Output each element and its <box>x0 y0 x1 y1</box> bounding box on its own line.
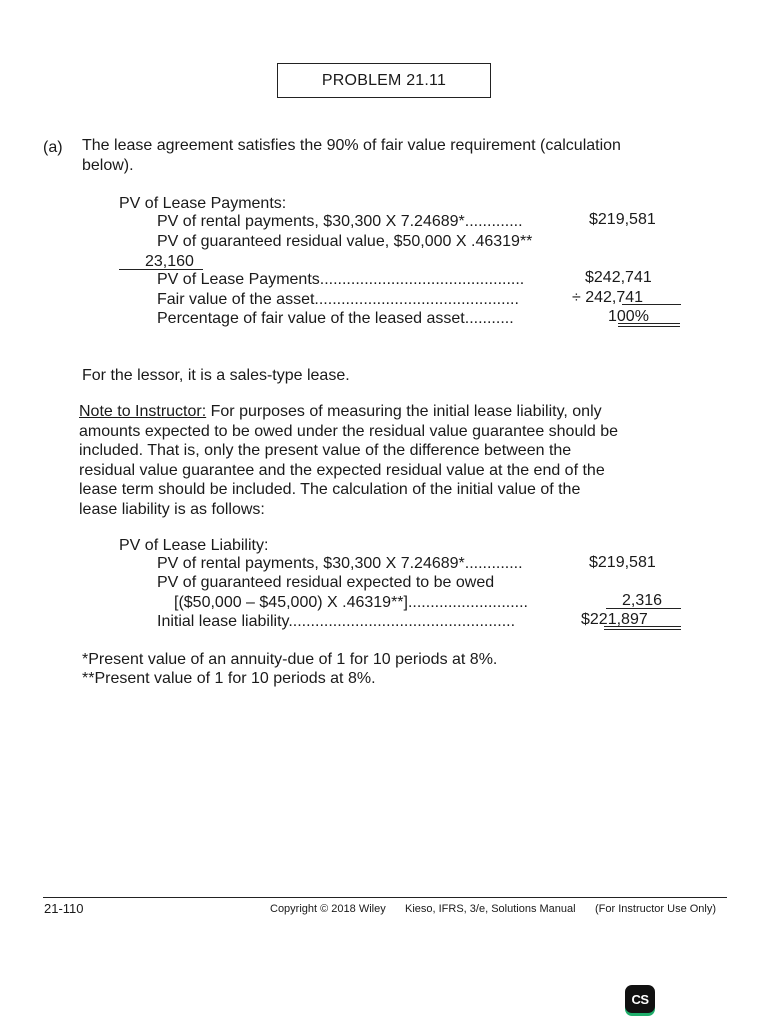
pv-payments-heading: PV of Lease Payments: <box>119 195 287 212</box>
instructor-note-line-3: included. That is, only the present value of the difference between the <box>79 442 572 459</box>
footer-copyright: Copyright © 2018 Wiley <box>270 903 386 915</box>
footnote-2: **Present value of 1 for 10 periods at 8%. <box>82 670 376 687</box>
pv-liability-row-4-value: $221,897 <box>581 611 648 628</box>
pv-liability-row-4-label: Initial lease liability................................................... <box>157 613 516 630</box>
pv-liability-row-4-underline-1 <box>604 626 681 627</box>
part-a-label: (a) <box>43 139 63 156</box>
pv-payments-row-4-underline <box>622 304 681 305</box>
pv-payments-row-3-value: $242,741 <box>585 269 652 286</box>
footer-book: Kieso, IFRS, 3/e, Solutions Manual <box>405 903 576 915</box>
part-a-line-2: below). <box>82 157 134 174</box>
lessor-note: For the lessor, it is a sales-type lease. <box>82 367 350 384</box>
pv-liability-row-3-underline <box>606 608 681 609</box>
pv-payments-row-2-value: 23,160 <box>145 253 194 270</box>
pv-payments-row-3-label: PV of Lease Payments.............................................. <box>157 271 525 288</box>
pv-liability-row-2-label: PV of guaranteed residual expected to be owed <box>157 574 495 591</box>
pv-payments-row-5-underline-2 <box>618 326 680 327</box>
pv-payments-row-5-value: 100% <box>608 308 649 325</box>
footnote-1: *Present value of an annuity-due of 1 for 10 periods at 8%. <box>82 651 498 668</box>
pv-payments-row-2-underline <box>119 269 203 270</box>
pv-payments-row-5-label: Percentage of fair value of the leased asset........... <box>157 310 514 327</box>
pv-payments-row-4-label: Fair value of the asset.............................................. <box>157 291 519 308</box>
instructor-note-line-5: lease term should be included. The calculation of the initial value of the <box>79 481 581 498</box>
part-a-line-1: The lease agreement satisfies the 90% of fair value requirement (calculation <box>82 137 621 154</box>
pv-payments-row-1-value: $219,581 <box>589 211 656 228</box>
instructor-note-label: Note to Instructor: <box>79 403 207 420</box>
pv-payments-row-1-label: PV of rental payments, $30,300 X 7.24689*............. <box>157 213 523 230</box>
pv-liability-heading: PV of Lease Liability: <box>119 537 269 554</box>
camscanner-logo-icon: CS <box>625 985 655 1013</box>
footer-page-number: 21-110 <box>44 901 84 916</box>
pv-liability-row-3-value: 2,316 <box>622 592 663 609</box>
pv-liability-row-1-value: $219,581 <box>589 554 656 571</box>
footer-divider <box>43 897 727 898</box>
pv-liability-row-4-underline-2 <box>604 629 681 630</box>
pv-payments-row-2-label: PV of guaranteed residual value, $50,000 X .46319** <box>157 233 533 250</box>
instructor-note-line-1: Note to Instructor: For purposes of measuring the initial lease liability, only <box>79 403 602 420</box>
instructor-note-line-6: lease liability is as follows: <box>79 500 265 518</box>
pv-liability-row-1-label: PV of rental payments, $30,300 X 7.24689*............. <box>157 555 523 572</box>
pv-payments-row-4-value: ÷ 242,741 <box>572 289 644 306</box>
pv-liability-row-3-label: [($50,000 – $45,000) X .46319**]........................... <box>174 594 528 611</box>
pv-payments-row-5-underline-1 <box>618 323 680 324</box>
instructor-note <box>79 402 683 519</box>
instructor-note-line-2: amounts expected to be owed under the residual value guarantee should be <box>79 422 619 440</box>
problem-title: PROBLEM 21.11 <box>277 63 491 98</box>
instructor-note-line-4: residual value guarantee and the expected residual value at the end of the <box>79 461 605 479</box>
footer-use: (For Instructor Use Only) <box>595 903 717 915</box>
